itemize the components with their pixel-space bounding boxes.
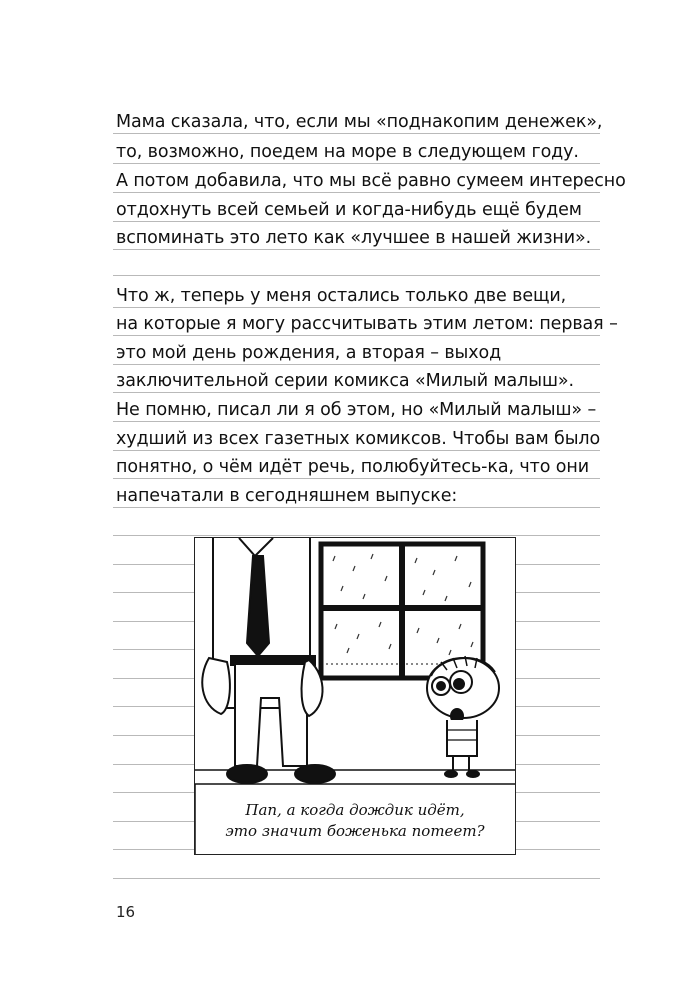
text-line: напечатали в сегодняшнем выпуске: — [116, 486, 458, 506]
comic-panel — [194, 537, 516, 855]
text-line: на которые я могу рассчитывать этим летом: первая – — [116, 314, 618, 334]
ruled-line — [113, 450, 600, 451]
ruled-line — [113, 535, 600, 536]
ruled-line — [113, 133, 600, 134]
ruled-line — [113, 364, 600, 365]
comic-caption-line-1: Пап, а когда дождик идёт, — [245, 801, 465, 819]
ruled-line — [113, 421, 600, 422]
text-line: Не помню, писал ли я об этом, но «Милый малыш» – — [116, 400, 597, 420]
ruled-line — [113, 878, 600, 879]
text-line: вспоминать это лето как «лучшее в нашей жизни». — [116, 228, 592, 248]
dad-figure — [202, 538, 335, 783]
text-line: понятно, о чём идёт речь, полюбуйтесь-ка, что они — [116, 457, 590, 477]
ruled-line — [113, 507, 600, 508]
ruled-line — [113, 192, 600, 193]
text-line: Что ж, теперь у меня остались только две вещи, — [116, 286, 567, 306]
ruled-line — [113, 335, 600, 336]
page-number: 16 — [116, 903, 136, 921]
text-line: Мама сказала, что, если мы «поднакопим денежек», — [116, 112, 603, 132]
ruled-line — [113, 249, 600, 250]
ruled-line — [113, 392, 600, 393]
ruled-line — [113, 221, 600, 222]
text-line: А потом добавила, что мы всё равно сумеем интересно — [116, 171, 626, 191]
text-line: худший из всех газетных комиксов. Чтобы вам было — [116, 429, 601, 449]
ruled-line — [113, 307, 600, 308]
ruled-line — [113, 478, 600, 479]
comic-caption-line-2: это значит боженька потеет? — [225, 822, 485, 840]
text-line: то, возможно, поедем на море в следующем году. — [116, 142, 579, 162]
kid-figure — [427, 656, 499, 777]
ruled-line — [113, 275, 600, 276]
text-line: отдохнуть всей семьей и когда-нибудь ещё будем — [116, 200, 582, 220]
text-line: это мой день рождения, а вторая – выход — [116, 343, 502, 363]
ruled-line — [113, 163, 600, 164]
text-line: заключительной серии комикса «Милый малыш». — [116, 371, 574, 391]
